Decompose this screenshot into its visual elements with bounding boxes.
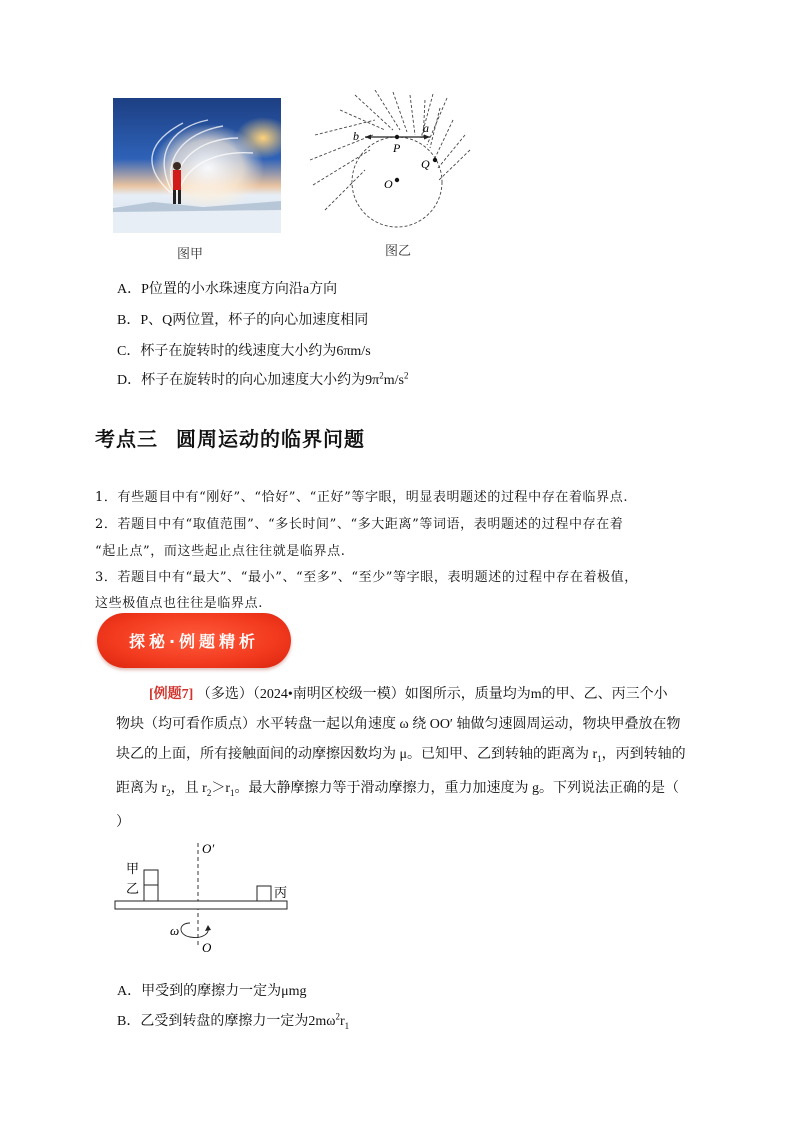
point-2: 2．若题目中有“取值范围”、“多长时间”、“多大距离”等词语，表明题述的过程中存在着 (95, 517, 624, 532)
example-banner: 探秘·例题精析 (97, 613, 291, 668)
example-text (116, 680, 701, 838)
point-q-dot (433, 158, 437, 162)
label-p: P (393, 141, 401, 155)
point-2-cont: “起止点”，而这些起止点往往就是临界点. (95, 544, 346, 559)
option-c: C．杯子在旋转时的线速度大小约为6πm/s (117, 344, 371, 359)
figure-jia-photo (113, 98, 281, 233)
rotation-arrowhead-icon (205, 925, 211, 931)
option-a: A．P位置的小水珠速度方向沿a方向 (117, 282, 338, 297)
example-tag: [例题7] (149, 687, 194, 702)
example-line-5: ） (116, 814, 130, 830)
label-omega: ω (170, 923, 180, 938)
label-o: O (384, 177, 393, 191)
turntable-disk (115, 901, 287, 909)
example-option-a: A．甲受到的摩擦力一定为μmg (117, 984, 307, 999)
arrow-b-icon (365, 135, 371, 140)
turntable-diagram (110, 835, 295, 955)
arrow-a-icon (424, 135, 430, 140)
section-number: 考点三 (95, 427, 158, 451)
label-yi: 乙 (126, 882, 140, 897)
example-line-1: [例题7] （多选）（2024•南明区校级一模）如图所示，质量均为m的甲、乙、丙三个小 (149, 687, 668, 702)
example-line-3: 块乙的上面，所有接触面间的动摩擦因数均为 μ。已知甲、乙到转轴的距离为 $r_1$，丙到转轴的 (116, 747, 686, 764)
label-bing: 丙 (274, 886, 288, 901)
label-o-bottom: O (202, 940, 212, 955)
section-heading (95, 423, 383, 452)
example-line-4: 距离为 $r_2$，且 $r_2>r_1$。最大静摩擦力等于滑动摩擦力，重力加速度为 g。下列说法正确的是（ (116, 780, 680, 798)
label-jia: 甲 (126, 862, 140, 877)
point-3-cont: 这些极值点也往往是临界点. (95, 596, 263, 611)
example-option-b: B．乙受到转盘的摩擦力一定为$2m\omega^2r_1$ (117, 1011, 350, 1031)
option-b: B．P、Q两位置，杯子的向心加速度相同 (117, 313, 369, 328)
point-p-dot (395, 135, 399, 139)
section-title: 圆周运动的临界问题 (176, 427, 365, 451)
point-3: 3．若题目中有“最大”、“最小”、“至多”、“至少”等字眼，表明题述的过程中存在着极值， (95, 570, 638, 585)
boiling-water-scene-icon (113, 98, 281, 233)
figure-jia-caption: 图甲 (177, 247, 204, 262)
label-a: a (423, 121, 429, 135)
spray-lines (310, 90, 470, 227)
block-bing (257, 886, 271, 901)
block-jia (144, 870, 158, 885)
point-1: 1．有些题目中有“刚好”、“恰好”、“正好”等字眼，明显表明题述的过程中存在着临界点. (95, 490, 629, 505)
label-o-prime: O′ (202, 841, 215, 856)
example-line-2: 物块（均可看作质点）水平转盘一起以角速度 ω 绕 OO′ 轴做匀速圆周运动，物块甲叠放在物 (116, 717, 681, 732)
label-q: Q (421, 157, 430, 171)
figure-yi-diagram (305, 90, 480, 230)
center-o-dot (395, 178, 399, 182)
label-b: b (353, 129, 359, 143)
figure-yi-caption: 图乙 (385, 244, 412, 259)
rotation-arrow-icon (181, 923, 208, 938)
option-d: D．杯子在旋转时的向心加速度大小约为$9\pi^2m/s^2$ (117, 370, 409, 388)
block-yi (144, 885, 158, 901)
